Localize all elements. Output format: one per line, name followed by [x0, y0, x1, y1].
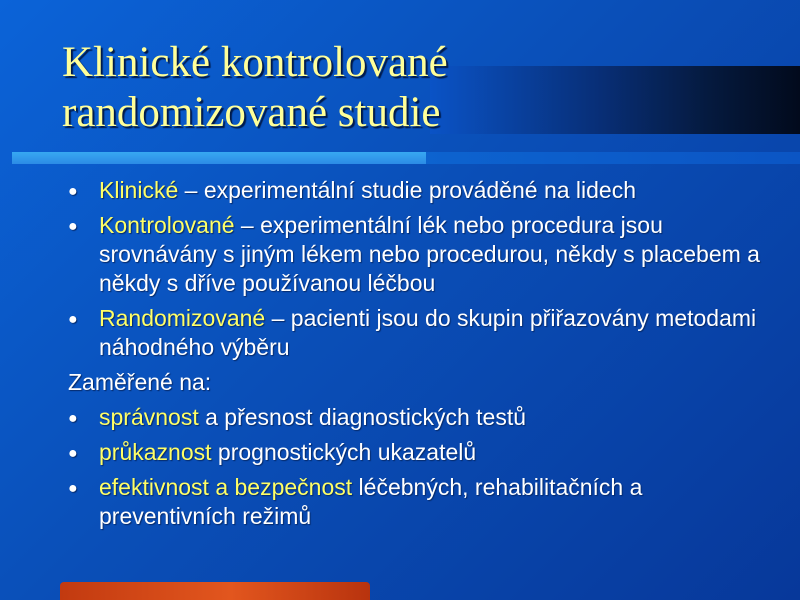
- focus-item-spravnost: [68, 403, 768, 432]
- focus-term: efektivnost a bezpečnost: [99, 474, 353, 500]
- focus-term: správnost: [99, 404, 199, 430]
- focus-text: léčebných, rehabilitačních a preventivních režimů: [99, 474, 643, 529]
- definition-item-klinicke: [68, 176, 768, 205]
- title-underline-extension: [426, 152, 800, 164]
- title-shadow-band: [430, 66, 800, 134]
- bullet-icon: ●: [68, 311, 78, 328]
- slide-title-line-1: Klinické kontrolované: [62, 39, 448, 86]
- focus-item-efektivnost: [68, 473, 768, 531]
- slide-body: [68, 176, 768, 537]
- title-underline-rule: [12, 152, 426, 164]
- definition-text: – experimentální studie prováděné na lidech: [178, 177, 637, 203]
- slide-title-line-2: randomizované studie: [62, 89, 441, 136]
- bullet-icon: ●: [68, 218, 78, 235]
- definition-term: Randomizované: [99, 305, 266, 331]
- definition-term: Klinické: [99, 177, 179, 203]
- bottom-accent-bar: [60, 582, 370, 600]
- definition-item-randomizovane: [68, 304, 768, 362]
- bullet-icon: ●: [68, 183, 78, 200]
- focus-text: prognostických ukazatelů: [211, 439, 477, 465]
- focus-term: průkaznost: [99, 439, 212, 465]
- focus-text: a přesnost diagnostických testů: [198, 404, 527, 430]
- focus-item-prukaznost: [68, 438, 768, 467]
- definition-item-kontrolovane: [68, 211, 768, 298]
- definition-text: – pacienti jsou do skupin přiřazovány metodami náhodného výběru: [99, 305, 757, 360]
- bullet-icon: ●: [68, 410, 78, 427]
- slide-title: [62, 38, 448, 138]
- bullet-icon: ●: [68, 445, 78, 462]
- definition-text: – experimentální lék nebo procedura jsou srovnávány s jiným lékem nebo procedurou, někdy s placebem a někdy s dříve používanou léčbou: [99, 212, 760, 296]
- definition-term: Kontrolované: [99, 212, 235, 238]
- focus-heading: Zaměřené na:: [68, 369, 212, 395]
- bullet-icon: ●: [68, 480, 78, 497]
